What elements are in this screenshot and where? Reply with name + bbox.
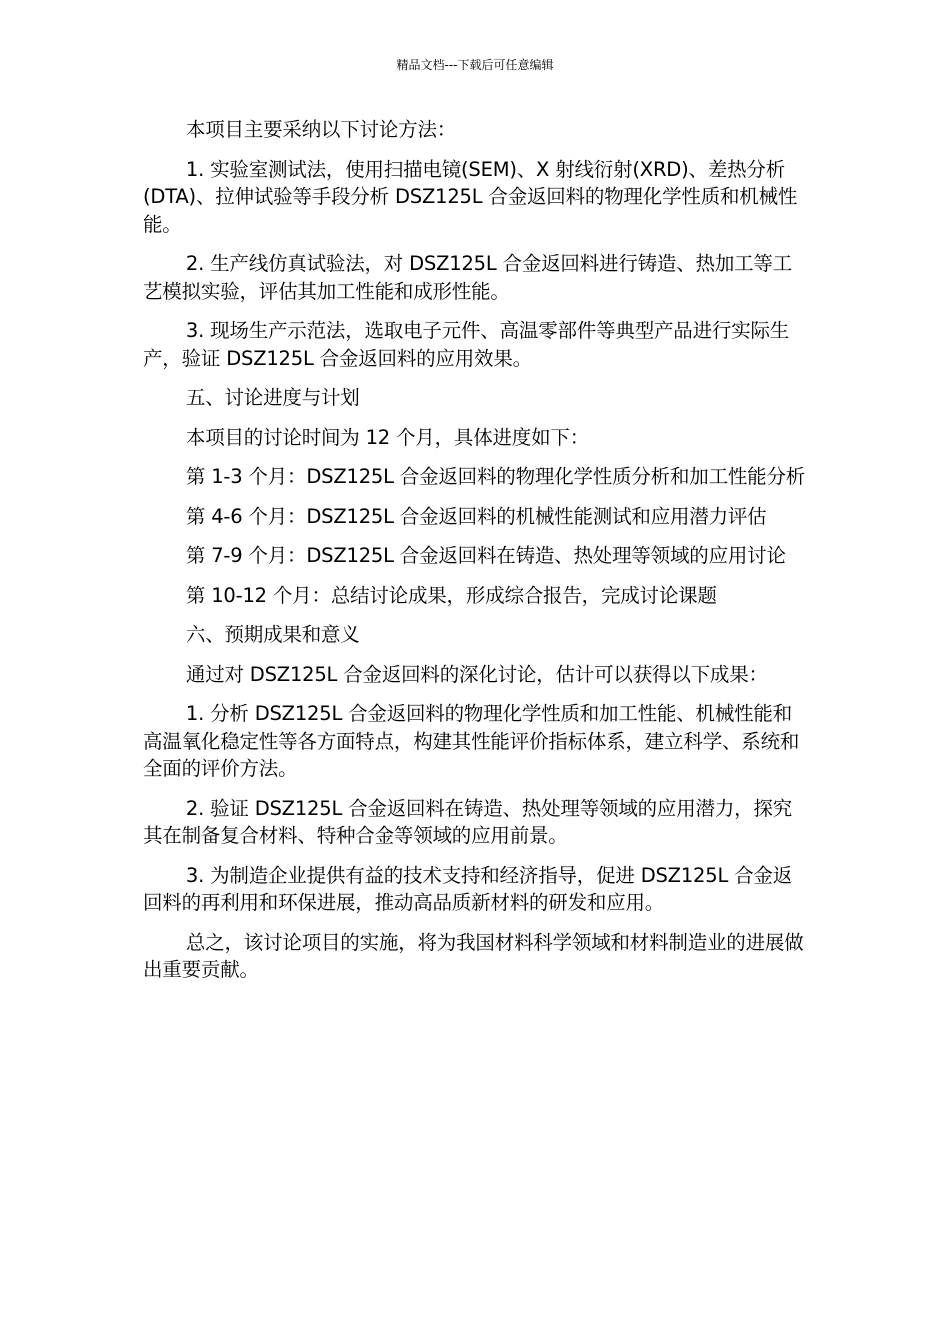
paragraph-schedule-3: 第 7-9 个月：DSZ125L 合金返回料在铸造、热处理等领域的应用讨论 — [185, 544, 786, 567]
paragraph-outcome-1: 1. 分析 DSZ125L 合金返回料的物理化学性质和加工性能、机械性能和高温氧化稳定性等各方面特点，构建其性能评价指标体系，建立科学、系统和全面的评价方法。 — [143, 702, 800, 780]
paragraph-outcome-2: 2. 验证 DSZ125L 合金返回料在铸造、热处理等领域的应用潜力，探究其在制备复合材料、特种合金等领域的应用前景。 — [143, 796, 793, 847]
paragraph-conclusion: 总之，该讨论项目的实施，将为我国材料科学领域和材料制造业的进展做出重要贡献。 — [143, 930, 804, 981]
paragraph-schedule-intro: 本项目的讨论时间为 12 个月，具体进度如下： — [185, 425, 590, 449]
paragraph-schedule-2: 第 4-6 个月：DSZ125L 合金返回料的机械性能测试和应用潜力评估 — [185, 504, 767, 528]
paragraph-schedule-1: 第 1-3 个月：DSZ125L 合金返回料的物理化学性质分析和加工性能分析 — [185, 465, 806, 488]
paragraph-methods-intro: 本项目主要采纳以下讨论方法： — [185, 118, 457, 141]
section-heading-outcomes: 六、预期成果和意义 — [185, 623, 360, 646]
paragraph-method-2: 2. 生产线仿真试验法，对 DSZ125L 合金返回料进行铸造、热加工等工艺模拟实验，评估其加工性能和成形性能。 — [143, 252, 793, 303]
document-body — [143, 116, 808, 996]
section-heading-schedule: 五、讨论进度与计划 — [185, 386, 360, 409]
paragraph-outcomes-intro: 通过对 DSZ125L 合金返回料的深化讨论，估计可以获得以下成果： — [185, 662, 768, 686]
paragraph-schedule-4: 第 10-12 个月：总结讨论成果，形成综合报告，完成讨论课题 — [185, 583, 717, 607]
page-header: 精品文档---下载后可任意编辑 — [396, 58, 554, 72]
paragraph-method-3: 3. 现场生产示范法，选取电子元件、高温零部件等典型产品进行实际生产，验证 DSZ125L 合金返回料的应用效果。 — [143, 319, 790, 370]
paragraph-method-1: 1. 实验室测试法，使用扫描电镜(SEM)、X 射线衍射(XRD)、差热分析(DTA)、拉伸试验等手段分析 DSZ125L 合金返回料的物理化学性质和机械性能。 — [143, 157, 798, 236]
paragraph-outcome-3: 3. 为制造企业提供有益的技术支持和经济指导，促进 DSZ125L 合金返回料的再利用和环保进展，推动高品质新材料的研发和应用。 — [143, 863, 793, 914]
